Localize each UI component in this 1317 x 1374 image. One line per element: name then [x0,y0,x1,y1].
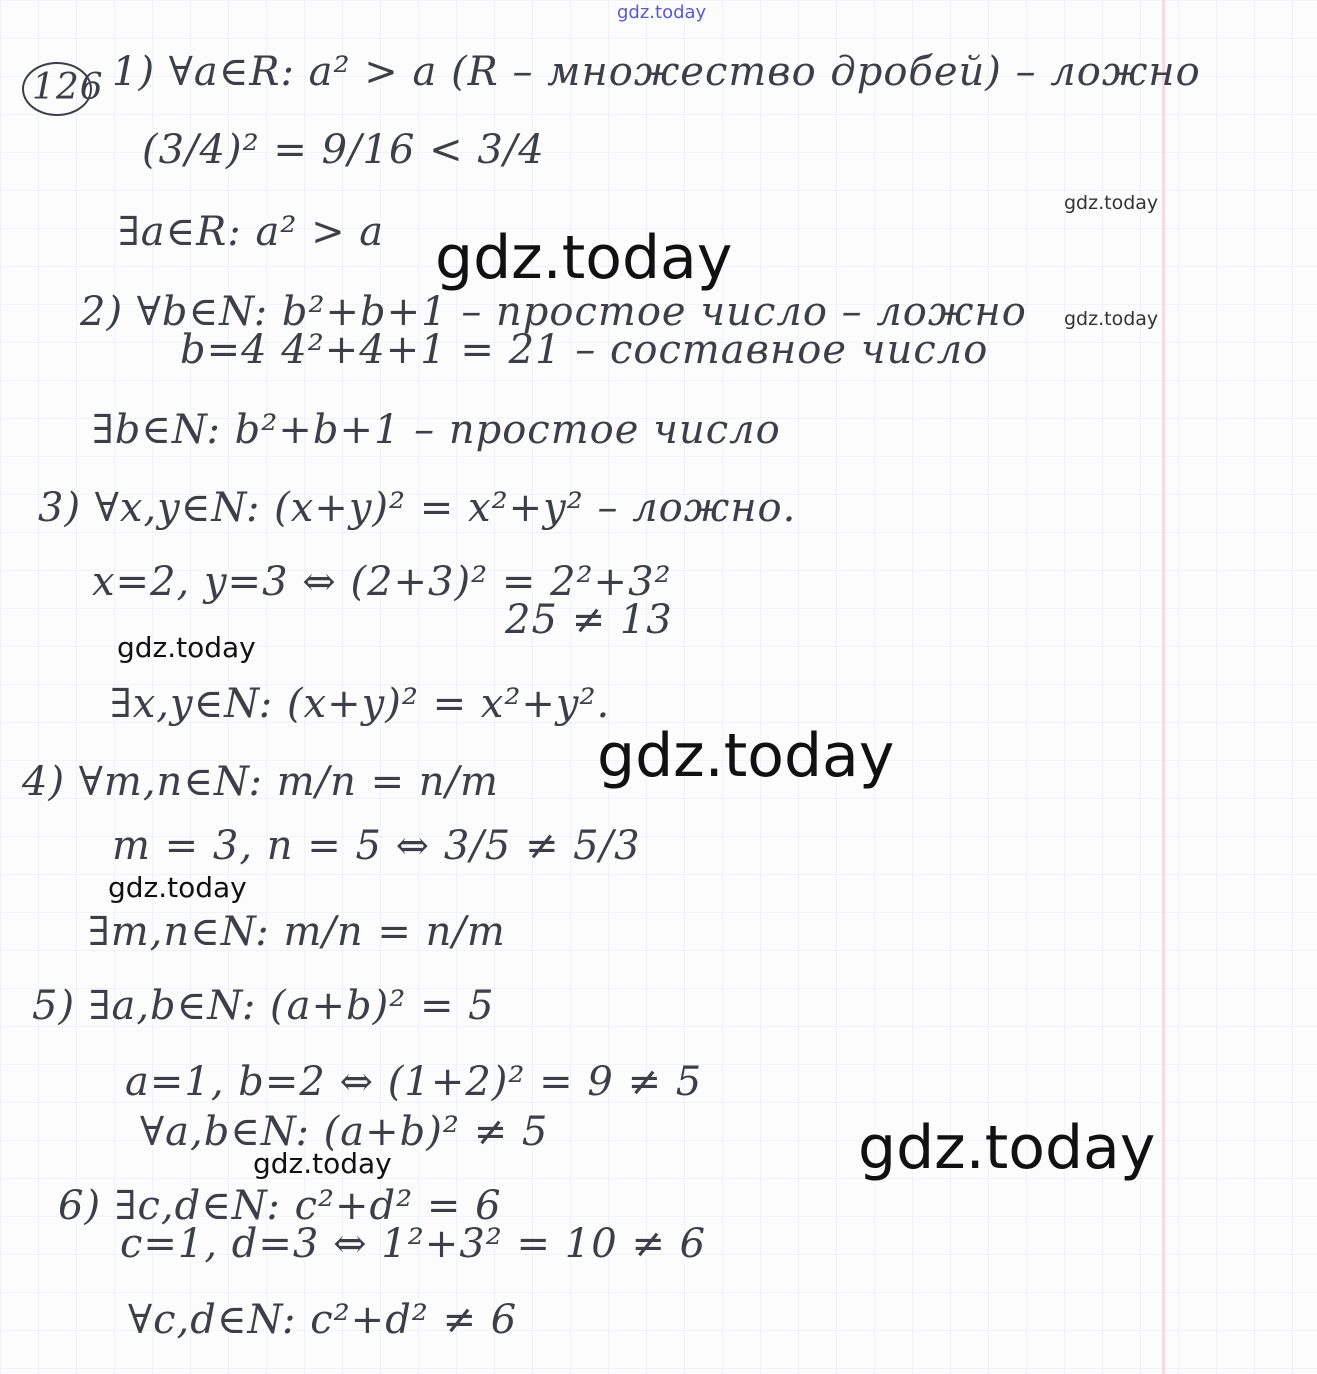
watermark-med-2: gdz.today [108,871,247,904]
watermark-med-3: gdz.today [253,1147,392,1180]
line-9: 25 ≠ 13 [505,597,673,643]
line-8: x=2, y=3 ⇔ (2+3)² = 2²+3² [92,559,672,605]
line-12: m = 3, n = 5 ⇔ 3/5 ≠ 5/3 [112,823,641,869]
watermark-big-2: gdz.today [597,721,895,791]
watermark-big-3: gdz.today [858,1113,1156,1183]
line-16: ∀a,b∈N: (a+b)² ≠ 5 [140,1109,549,1155]
watermark-top: gdz.today [617,2,707,23]
line-18: c=1, d=3 ⇔ 1²+3² = 10 ≠ 6 [120,1221,707,1267]
line-11: 4) ∀m,n∈N: m/n = n/m [22,759,499,805]
line-17: 6) ∃c,d∈N: c²+d² = 6 [58,1183,502,1229]
line-3: ∃a∈R: a² > a [118,209,385,255]
line-19: ∀c,d∈N: c²+d² ≠ 6 [128,1297,518,1343]
margin-line [1162,0,1165,1374]
line-2: (3/4)² = 9/16 < 3/4 [142,127,545,173]
line-13: ∃m,n∈N: m/n = n/m [88,909,506,955]
line-15: a=1, b=2 ⇔ (1+2)² = 9 ≠ 5 [125,1059,703,1105]
line-14: 5) ∃a,b∈N: (a+b)² = 5 [32,983,495,1029]
line-1: 1) ∀a∈R: a² > a (R – множество дробей) – ложно [112,49,1201,95]
line-10: ∃x,y∈N: (x+y)² = x²+y². [110,681,611,727]
problem-number: 126 [32,67,104,108]
line-4: 2) ∀b∈N: b²+b+1 – простое число – ложно [80,289,1027,335]
watermark-big-1: gdz.today [435,223,733,293]
line-6: ∃b∈N: b²+b+1 – простое число [92,407,781,453]
watermark-med-1: gdz.today [117,631,256,664]
line-5: b=4 4²+4+1 = 21 – составное число [180,327,989,373]
line-7: 3) ∀x,y∈N: (x+y)² = x²+y² – ложно. [38,485,797,531]
watermark-small-2: gdz.today [1064,308,1159,330]
watermark-small-1: gdz.today [1064,192,1159,214]
